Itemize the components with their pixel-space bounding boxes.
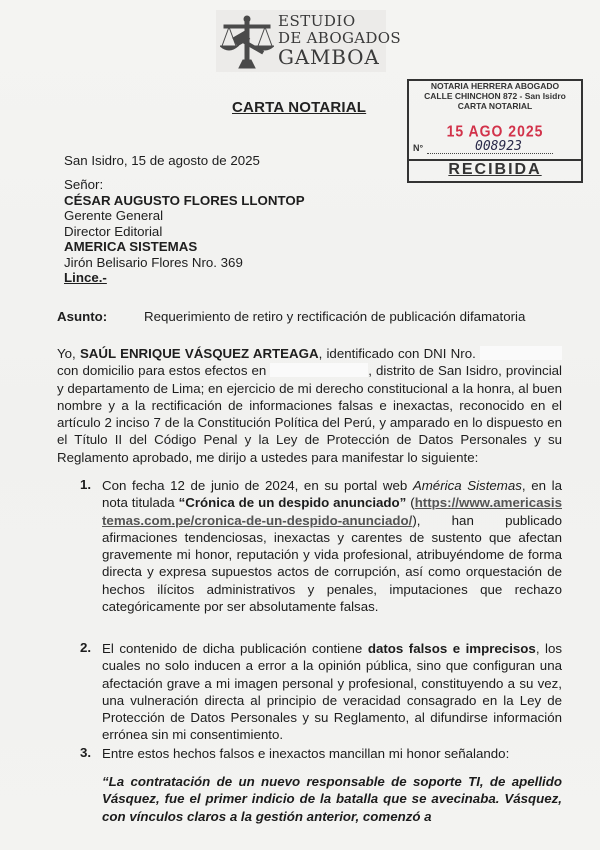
document-title: CARTA NOTARIAL [232,99,367,116]
item-text: ), han publicado afirmaciones tendenciosas, inexactas y carentes de sustento que afectan gravemente mi honor, reputación y vida profesional, atribuyéndome de forma directa y expresa supuestos actos de corrupción, así como orquestación de hechos ilícitos administrativos y penales, imputaciones que rechazo categóricamente por ser absolutamente falsas. [102,512,562,615]
scales-of-justice-icon [220,14,274,70]
item-text: , en la nota titulada [102,478,562,511]
portal-name: América Sistemas [412,478,522,493]
salutation: Señor: [64,177,104,192]
firm-name-line3: GAMBOA [278,45,380,69]
sender-name: SAÚL ENRIQUE VÁSQUEZ ARTEAGA [79,346,319,361]
list-item [80,745,562,762]
addressee-role-1: Gerente General [64,208,164,223]
list-item-text [102,477,562,615]
list-item-number: 2. [80,640,92,655]
list-item-text [102,640,562,744]
subject-text: Requerimiento de retiro y rectificación de publicación difamatoria [144,309,526,324]
intro-text-3: con domicilio para estos efectos en [57,363,271,379]
stamp-notary-name: NOTARIA HERRERA ABOGADO [430,81,560,91]
item-text: ( [406,495,415,511]
intro-text-1: Yo, [57,346,80,361]
addressee-city: Lince.- [64,270,107,285]
list-item [80,640,562,744]
addressee-address: Jirón Belisario Flores Nro. 369 [64,254,243,270]
emphasis-text: datos falsos e imprecisos [367,641,536,656]
stamp-date: 15 AGO 2025 [446,122,544,140]
firm-name [278,14,401,67]
list-item [80,477,562,615]
firm-name-line2: DE ABOGADOS [278,29,401,47]
list-item-text [102,745,562,762]
list-item-number: 3. [80,745,92,760]
firm-name-line1: ESTUDIO [278,12,356,30]
item-text: Con fecha 12 de junio de 2024, en su portal web [102,478,413,493]
intro-paragraph [57,345,562,466]
list-item-number: 1. [80,477,92,492]
addressee-name: CÉSAR AUGUSTO FLORES LLONTOP [64,192,305,208]
letter-date: San Isidro, 15 de agosto de 2025 [64,153,260,168]
subject-label: Asunto: [57,309,108,324]
redacted-address [270,363,368,377]
addressee-company: AMERICA SISTEMAS [64,239,198,254]
article-title: “Crónica de un despido anunciado” [178,495,407,511]
article-url-link[interactable]: https://www.americasistemas.com.pe/cronica-de-un-despido-anunciado/ [102,495,562,528]
addressee-block [64,177,305,286]
stamp-number: 008923 [475,139,522,154]
stamp-address: CALLE CHINCHON 872 - San Isidro [424,91,566,101]
stamp-status: RECIBIDA [448,161,542,178]
intro-text-2: , identificado con DNI Nro. [318,346,480,361]
quoted-excerpt: “La contratación de un nuevo responsable de soporte TI, de apellido Vásquez, fue el primer indicio de la batalla que se avecinaba. Vásquez, con vínculos claros a la gestión anterior, comenzó a [102,774,562,824]
notary-stamp [407,79,583,183]
item-text: El contenido de dicha publicación contiene [102,641,368,656]
stamp-type: CARTA NOTARIAL [457,101,533,111]
item-text: , los cuales no solo inducen a error a la opinión pública, sino que configuran una afectación grave a mi imagen personal y profesional, constituyendo a su vez, una vulneración directa al principio de veracidad consagrado en la Ley de Protección de Datos Personales y su Reglamento, al difundirse información errónea sin mi consentimiento. [102,641,562,743]
item-text: Entre estos hechos falsos e inexactos mancillan mi honor señalando: [102,746,510,761]
intro-text-4: , distrito de San Isidro, provincial y departamento de Lima; en ejercicio de mi derecho constitucional a la honra, al buen nombre y a la rectificación de informaciones falsas e inexactas, reconocido en el artículo 2 inciso 7 de la Constitución Política del Perú, y amparado en lo dispuesto en el Título II del Código Penal y la Ley de Protección de Datos Personales y su Reglamento aprobado, me dirijo a ustedes para manifestar lo siguiente: [57,363,563,465]
subject-line [57,309,525,325]
redacted-dni [480,346,562,360]
addressee-role-2: Director Editorial [64,223,163,239]
stamp-number-label: N° [413,143,424,153]
